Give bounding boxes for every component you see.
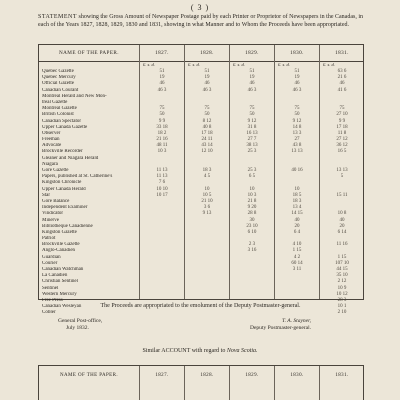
signature-title: Deputy Postmaster-general. <box>250 325 311 331</box>
amount-cell: 10 10 <box>156 186 168 192</box>
amount-cell: 9 20 <box>247 205 257 211</box>
amount-cell: 24 11 <box>201 137 213 143</box>
paper-name: Bibliothèque Canadienne <box>42 223 93 229</box>
column-divider <box>319 366 320 400</box>
amount-cell: 38 13 <box>246 143 258 149</box>
amount-cell: 75 <box>339 106 345 112</box>
paper-name: Upper Canada Herald <box>42 186 86 192</box>
paper-name: Canadian Watchman <box>42 267 84 272</box>
amount-cell: 41 6 <box>337 87 347 93</box>
amount-cell: 10 <box>294 186 300 192</box>
paper-name: Gore Balance <box>42 198 70 204</box>
amount-cell: 75 <box>249 106 255 112</box>
amount-cell: 4 2 <box>293 254 301 260</box>
amount-cell: 2 12 <box>337 279 347 285</box>
paper-name: Niagara <box>42 161 58 167</box>
paper-name: Canadian Spectator <box>42 118 82 124</box>
amount-cell: 46 3 <box>292 87 302 93</box>
amount-cell: 2 10 <box>337 310 347 316</box>
statement-paragraph <box>38 14 363 29</box>
amount-cell: 15 11 <box>336 192 348 198</box>
amount-cell: 25 3 <box>247 149 257 155</box>
paper-name: Free Press <box>42 297 63 303</box>
signature-block <box>250 318 311 332</box>
amount-cell: 21 8 <box>247 198 257 204</box>
office-block <box>58 318 102 332</box>
paper-name: Brockville Gazette <box>42 242 80 248</box>
amount-cell: 5 <box>340 174 344 180</box>
amount-cell: 7 6 <box>158 180 166 186</box>
paper-name: Freeman <box>42 137 60 143</box>
header-name: NAME OF THE PAPER. <box>59 50 119 56</box>
amount-cell: 19 <box>159 75 165 81</box>
paper-name: Gore Gazette <box>42 168 69 173</box>
header-1830: 1830. <box>290 373 304 378</box>
amount-cell: 107 10 <box>335 260 349 266</box>
amount-cell: 10 17 <box>156 192 168 198</box>
paper-name: Official Gazette <box>42 81 74 87</box>
similar-text: Similar ACCOUNT with regard to <box>142 348 226 354</box>
amount-cell: 40 16 <box>291 168 303 173</box>
header-1828: 1828. <box>200 373 214 378</box>
amount-cell: 6 14 <box>337 229 347 235</box>
amount-cell: 27 10 <box>336 112 348 118</box>
amount-cell: 11 13 <box>156 168 168 173</box>
amount-cell: 9 9 <box>158 118 166 124</box>
paper-name: Guardian <box>42 254 61 260</box>
header-1829: 1829. <box>245 373 259 378</box>
header-1831: 1831. <box>335 373 349 378</box>
amount-cell: 1 15 <box>337 254 347 260</box>
paper-name: Courier <box>42 260 58 266</box>
page-number: ( 3 ) <box>190 3 210 12</box>
office-date: July 1832. <box>66 325 89 331</box>
paper-name: Canadian Courant <box>42 87 79 93</box>
header-1831: 1831. <box>335 50 349 56</box>
amount-cell: 8 12 <box>202 118 212 124</box>
header-1827: 1827. <box>155 373 169 378</box>
paper-name: Cobler <box>42 310 56 316</box>
amount-cell: 33 18 <box>156 124 168 130</box>
amount-cell: 10 <box>204 186 210 192</box>
amount-cell: 10 9 <box>337 285 347 291</box>
table-header <box>39 45 363 62</box>
amount-cell: 13 4 <box>292 205 302 211</box>
paper-name: Quebec Gazette <box>42 69 74 74</box>
amount-cell: 10 3 <box>247 192 257 198</box>
unit-label: £. s. d. <box>278 62 290 67</box>
amount-cell: 31 8 <box>247 124 257 130</box>
amount-cell: 75 <box>204 106 210 112</box>
amount-cell: 9 9 <box>338 118 346 124</box>
amount-cell: 75 <box>294 106 300 112</box>
amount-cell: 40 <box>294 217 300 223</box>
amount-cell: 14 8 <box>292 124 302 130</box>
paper-name: Montreal Gazette <box>42 106 77 112</box>
amount-cell: 20 <box>294 223 300 229</box>
amount-cell: 35 10 <box>336 273 348 279</box>
paper-name: Anglo-Canadien <box>42 248 76 254</box>
header-1829: 1829. <box>245 50 259 56</box>
amount-cell: 27 7 <box>247 137 257 143</box>
amount-cell: 50 <box>204 112 210 118</box>
amount-cell: 18 5 <box>292 192 302 198</box>
amount-cell: 46 3 <box>247 87 257 93</box>
amount-cell: 9 13 <box>202 211 212 217</box>
amount-cell: 27 <box>294 137 300 143</box>
paper-name: Upper Canada Gazette <box>42 124 88 130</box>
paper-name: Brockville Recorder <box>42 149 83 155</box>
paper-name: Montreal Herald and New Mon- <box>42 93 107 99</box>
nova-scotia-table <box>38 365 364 400</box>
amount-cell: 13 3 <box>292 130 302 136</box>
paper-name: Papers, published at St. Catherine's <box>42 174 113 180</box>
amount-cell: 40 8 <box>202 124 212 130</box>
column-divider <box>184 366 185 400</box>
header-1830: 1830. <box>290 50 304 56</box>
amount-cell: 6 5 <box>248 174 256 180</box>
amount-cell: 46 <box>204 81 210 87</box>
amount-cell: 46 <box>249 81 255 87</box>
amount-cell: 50 <box>294 112 300 118</box>
amount-cell: 11 8 <box>337 130 347 136</box>
column-divider <box>229 366 230 400</box>
amount-cell: 16 13 <box>246 130 258 136</box>
amount-cell: 28 8 <box>247 211 257 217</box>
amount-cell: 10 1 <box>337 304 347 310</box>
amount-cell: 50 <box>249 112 255 118</box>
amount-cell: 17 18 <box>201 130 213 136</box>
amount-cell: 30 <box>249 217 255 223</box>
amount-cell: 19 <box>204 75 210 81</box>
similar-account-heading <box>0 348 400 354</box>
amount-cell: 36 12 <box>336 143 348 149</box>
amount-cell: 12 10 <box>201 149 213 155</box>
amount-cell: 18 3 <box>292 198 302 204</box>
table-row <box>39 310 363 316</box>
statement-body: showing the Gross Amount of Newspaper Postage paid by each Printer or Proprietor of Newspapers in the Canadas, in each of the Years 1827, 1828, 1829, 1830 and 1831, showing in what Manner and to Whom the Proceeds have been appropriated. <box>38 14 364 28</box>
amount-cell: 28 3 <box>337 297 347 303</box>
amount-cell: 6 10 <box>247 229 257 235</box>
amount-cell: 46 <box>159 81 165 87</box>
paper-name: Star <box>42 192 51 198</box>
amount-cell: 3 11 <box>292 267 302 272</box>
amount-cell: 43 8 <box>292 143 302 149</box>
amount-cell: 11 16 <box>336 242 348 248</box>
amount-cell: 46 <box>294 81 300 87</box>
amount-cell: 10 3 <box>157 149 167 155</box>
amount-cell: 18 2 <box>157 130 167 136</box>
paper-name: Canadian Wesleyan <box>42 304 82 310</box>
amount-cell: 14 15 <box>291 211 303 217</box>
amount-cell: 75 <box>159 106 165 112</box>
paper-name: Christian Sentinel <box>42 279 78 285</box>
amount-cell: 21 10 <box>201 198 213 204</box>
unit-label: £. s. d. <box>188 62 200 67</box>
table-body <box>39 69 363 317</box>
similar-place: Nova Scotia. <box>226 348 258 354</box>
amount-cell: 13 13 <box>336 168 348 173</box>
amount-cell: 1 15 <box>292 248 302 254</box>
amount-cell: 44 15 <box>336 267 348 272</box>
paper-name: Observer <box>42 130 61 136</box>
amount-cell: 23 10 <box>246 223 258 229</box>
paper-name: Quebec Mercury <box>42 75 76 81</box>
amount-cell: 46 3 <box>157 87 167 93</box>
amount-cell: 10 12 <box>336 291 348 297</box>
amount-cell: 25 3 <box>247 168 257 173</box>
amount-cell: 48 11 <box>156 143 168 149</box>
amount-cell: 19 <box>249 75 255 81</box>
amount-cell: 21 16 <box>156 137 168 143</box>
amount-cell: 10 8 <box>337 211 347 217</box>
amount-cell: 17 18 <box>336 124 348 130</box>
units-row <box>39 62 363 68</box>
paper-name: Advocate <box>42 143 62 149</box>
column-divider <box>139 366 140 400</box>
paper-name: Minerve <box>42 217 59 223</box>
signature-name: T. A. Stayner, <box>282 318 311 324</box>
amount-cell: 46 <box>339 81 345 87</box>
amount-cell: 51 <box>294 69 300 74</box>
paper-name: British Colonist <box>42 112 74 118</box>
unit-label: £. s. d. <box>233 62 245 67</box>
paper-name: Kingston Chronicle <box>42 180 82 186</box>
header-1827: 1827. <box>155 50 169 56</box>
amount-cell: 51 <box>249 69 255 74</box>
amount-cell: 6 4 <box>293 229 301 235</box>
amount-cell: 63 6 <box>337 69 347 74</box>
amount-cell: 2 3 <box>248 242 256 248</box>
header-name: NAME OF THE PAPER. <box>59 373 119 378</box>
amount-cell: 4 5 <box>203 174 211 180</box>
amount-cell: 51 <box>204 69 210 74</box>
amount-cell: 19 <box>294 75 300 81</box>
unit-label: £. s. d. <box>143 62 155 67</box>
amount-cell: 16 5 <box>337 149 347 155</box>
paper-name: treal Gazette <box>42 99 68 105</box>
statement-lead: STATEMENT <box>38 14 78 20</box>
amount-cell: 13 13 <box>291 149 303 155</box>
appropriation-note: The Proceeds are appropriated to the emolument of the Deputy Postmaster-general. <box>100 303 301 309</box>
paper-name: Sentinel <box>42 285 59 291</box>
amount-cell: 9 12 <box>292 118 302 124</box>
amount-cell: 11 13 <box>156 174 168 180</box>
paper-name: Vindicator <box>42 211 64 217</box>
paper-name: Patriot <box>42 236 56 242</box>
amount-cell: 18 3 <box>202 168 212 173</box>
paper-name: Gleaner and Niagara Herald <box>42 155 99 161</box>
amount-cell: 21 6 <box>337 75 347 81</box>
amount-cell: 3 16 <box>247 248 257 254</box>
amount-cell: 10 <box>249 186 255 192</box>
amount-cell: 4 10 <box>292 242 302 248</box>
paper-name: Western Mercury <box>42 291 77 297</box>
amount-cell: 51 <box>159 69 165 74</box>
amount-cell: 27 12 <box>336 137 348 143</box>
paper-name: La Canadien <box>42 273 68 279</box>
amount-cell: 9 12 <box>247 118 257 124</box>
amount-cell: 43 14 <box>201 143 213 149</box>
paper-name: Kingston Gazette <box>42 229 77 235</box>
amount-cell: 60 14 <box>291 260 303 266</box>
amount-cell: 3 6 <box>203 205 211 211</box>
office-place: General Post-office, <box>58 318 103 324</box>
amount-cell: 50 <box>159 112 165 118</box>
amount-cell: 20 <box>339 223 345 229</box>
paper-name: Independent Examiner <box>42 205 88 211</box>
amount-cell: 40 <box>339 217 345 223</box>
header-1828: 1828. <box>200 50 214 56</box>
amount-cell: 10 5 <box>202 192 212 198</box>
amount-cell: 46 3 <box>202 87 212 93</box>
column-divider <box>274 366 275 400</box>
unit-label: £. s. d. <box>323 62 335 67</box>
